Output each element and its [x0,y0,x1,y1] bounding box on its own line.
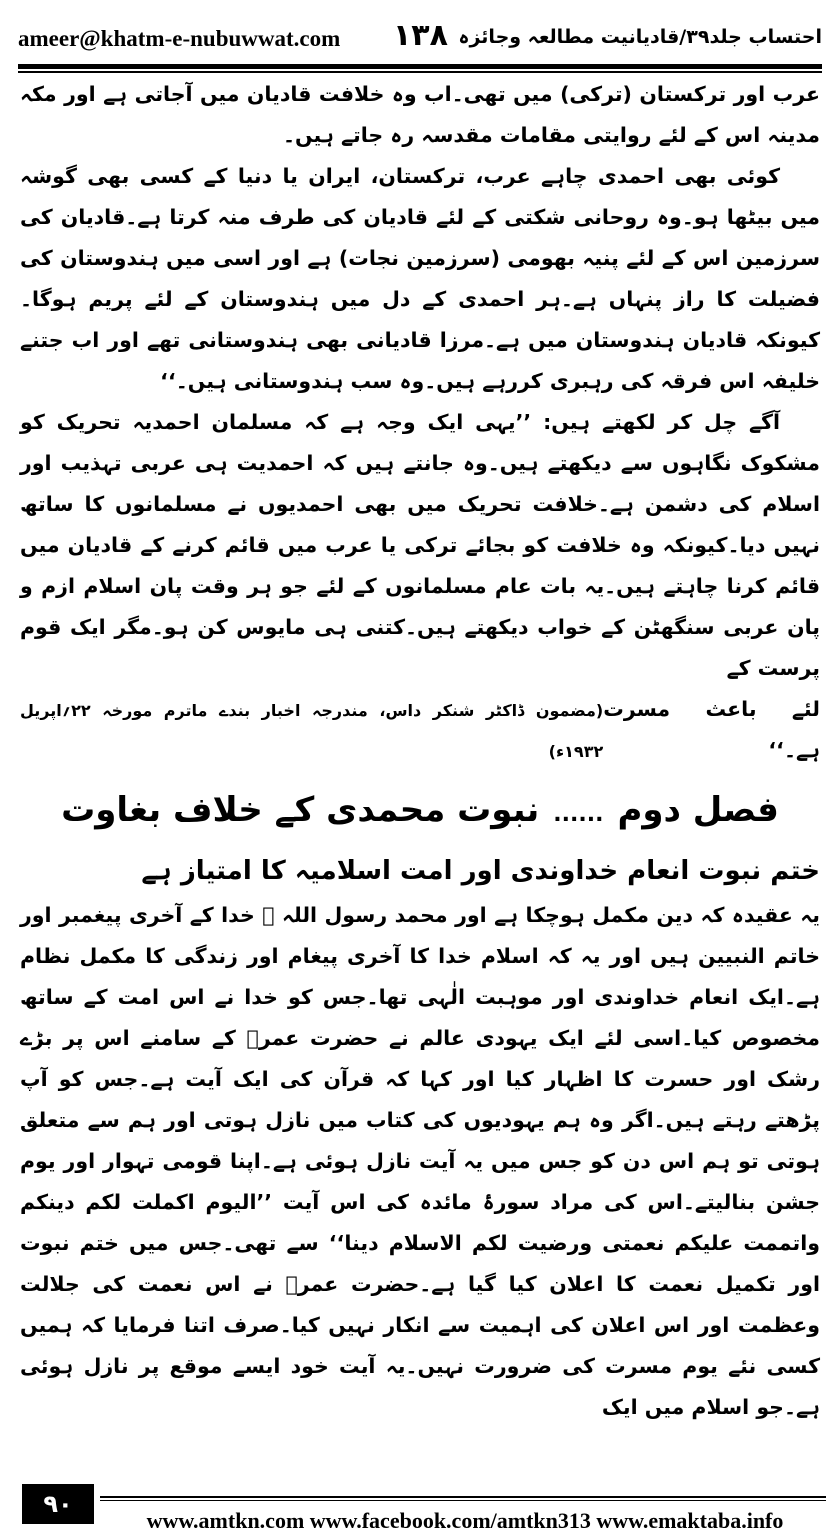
paragraph-4: یہ عقیدہ کہ دین مکمل ہوچکا ہے اور محمد رسول اللہ ﷺ خدا کے آخری پیغمبر اور خاتم النبیین ہیں اور یہ کہ اسلام خدا کا آخری پیغام اور زندگی کا مکمل نظام ہے۔ایک انعام خداوندی اور موہبت الٰہی تھا۔جس کو خدا نے اس امت کے ساتھ مخصوص کیا۔اسی لئے ایک یہودی عالم نے حضرت عمرؓ کے سامنے اس پر بڑے رشک اور حسرت کا اظہار کیا اور کہا کہ قرآن کی ایک آیت ہے۔جس کو آپ پڑھتے رہتے ہیں۔اگر وہ ہم یہودیوں کی کتاب میں نازل ہوتی اور ہم سے متعلق ہوتی تو ہم اس دن کو جس میں یہ آیت نازل ہوئی ہے۔اپنا قومی تہوار اور یوم جشن بنالیتے۔اس کی مراد سورۂ مائدہ کی اس آیت ’’الیوم اکملت لکم دینکم واتممت علیکم نعمتی ورضیت لکم الاسلام دینا‘‘ سے تھی۔جس میں ختم نبوت اور تکمیل نعمت کا اعلان کیا گیا ہے۔حضرت عمرؓ نے اس نعمت کی جلالت وعظمت اور اس اعلان کی اہمیت سے انکار نہیں کیا۔صرف اتنا فرمایا کہ ہمیں کسی نئے یوم مسرت کی ضرورت نہیں۔یہ آیت خود ایسے موقع پر نازل ہوئی ہے۔جو اسلام میں ایک [20,903,820,1419]
subheading: ختم نبوت انعام خداوندی اور امت اسلامیہ کا امتیاز ہے [141,856,820,886]
paragraph-3-end: لئے باعث مسرت ہے۔‘‘ [603,697,820,762]
footer-page-number: ۹۰ [22,1484,94,1524]
header-email: ameer@khatm-e-nubuwwat.com [18,26,341,51]
citation: (مضمون ڈاکٹر شنکر داس، مندرجہ اخبار بندے ماترم مورخہ ۲۲؍اپریل ۱۹۳۲ء) [20,701,604,761]
footer-links: www.amtkn.com www.facebook.com/amtkn313 www.emaktaba.info [146,1508,784,1533]
page-header [18,14,822,66]
section-title-chapter: فصل دوم [617,790,779,830]
section-title [20,772,820,847]
footer-rule [100,1496,826,1498]
body-text [20,74,820,1428]
paragraph-2: کوئی بھی احمدی چاہے عرب، ترکستان، ایران یا دنیا کے کسی بھی گوشہ میں بیٹھا ہو۔وہ روحانی شکتی کے لئے قادیان کی طرف منہ کرتا ہے۔قادیان کی سرزمین اس کے لئے پنیہ بھومی (سرزمین نجات) ہے اور اسی میں ہندوستان کی فضیلت کا راز پنہاں ہے۔ہر احمدی کے دل میں ہندوستان کے لئے پریم ہوگا۔کیونکہ قادیان ہندوستان میں ہے۔مرزا قادیانی بھی ہندوستانی تھے اور اب جتنے خلیفہ اس فرقہ کی رہبری کررہے ہیں۔وہ سب ہندوستانی ہیں۔‘‘ [20,164,820,393]
section-title-separator: ...... [553,802,604,827]
header-page-number: ۱۳۸ [393,18,448,53]
footer-rule-thin [100,1500,826,1501]
section-title-subject: نبوت محمدی کے خلاف بغاوت [61,790,540,830]
header-book-title: احتساب جلد۳۹/قادیانیت مطالعہ وجائزہ [458,26,822,48]
paragraph-1: عرب اور ترکستان (ترکی) میں تھی۔اب وہ خلافت قادیان میں آجاتی ہے اور مکہ مدینہ اس کے لئے روایتی مقامات مقدسہ رہ جاتے ہیں۔ [20,82,820,147]
citation-line [20,689,820,772]
header-rule-thin [18,71,822,73]
header-rule-thick [18,64,822,69]
paragraph-3: آگے چل کر لکھتے ہیں: ’’یہی ایک وجہ ہے کہ مسلمان احمدیہ تحریک کو مشکوک نگاہوں سے دیکھتے ہیں۔وہ جانتے ہیں کہ احمدیت ہی عربی تہذیب اور اسلام کی دشمن ہے۔خلافت تحریک میں بھی احمدیوں نے مسلمانوں کا ساتھ نہیں دیا۔کیونکہ وہ خلافت کو بجائے ترکی یا عرب میں قائم کرنے کے قادیان میں قائم کرنا چاہتے ہیں۔یہ بات عام مسلمانوں کے لئے جو ہر وقت پان اسلام ازم و پان عربی سنگھٹن کے خواب دیکھتے ہیں۔کتنی ہی مایوس کن ہو۔مگر ایک قوم پرست کے [20,410,820,680]
